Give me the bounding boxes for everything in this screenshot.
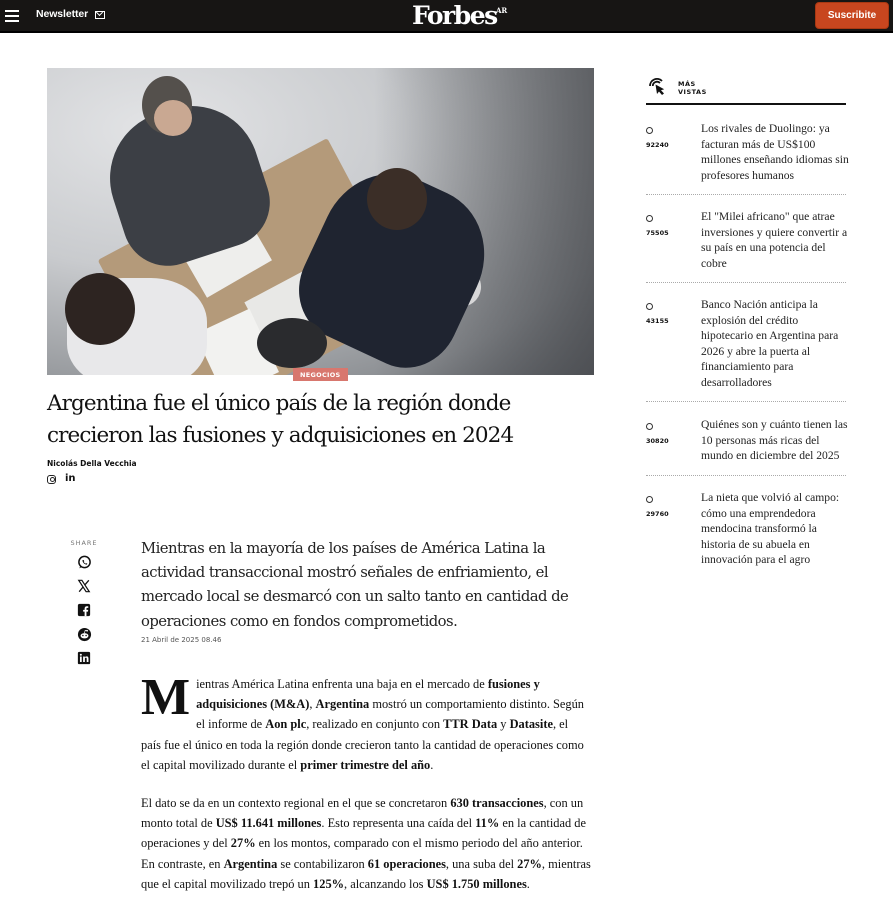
author-name[interactable]: Nicolás Della Vecchia — [47, 459, 137, 468]
whatsapp-icon[interactable] — [76, 554, 92, 570]
item-divider — [646, 475, 846, 476]
item-title[interactable]: Quiénes son y cuánto tienen las 10 personas más ricas del mundo en diciembre del 2025 — [701, 418, 848, 462]
top-navbar — [0, 0, 893, 33]
newsletter-label: Newsletter — [36, 8, 89, 20]
most-viewed-title: MÁS VISTAS — [678, 80, 707, 96]
share-label: SHARE — [70, 539, 98, 547]
item-divider — [646, 194, 846, 195]
item-title[interactable]: La nieta que volvió al campo: cómo una emprendedora mendocina transformó la historia de su abuela en innovación para el agro — [701, 491, 840, 566]
category-badge[interactable]: NEGOCIOS — [293, 368, 348, 381]
view-count: 30820 — [646, 437, 669, 445]
body-paragraph: El dato se da en un contexto regional en el que se concretaron 630 transacciones, con un monto total de US$ 11.641 millones. Esto representa una caída del 11% en la cantidad de operaciones y del 27% en los montos, comparado con el mismo periodo del año anterior. En contraste, en Argentina se contabilizaron 61 operaciones, una suba del 27%, mientras que el capital movilizado trepó un 125%, alcanzando los US$ 1.750 millones. — [141, 796, 591, 891]
touch-click-icon — [646, 75, 668, 101]
x-icon[interactable] — [76, 578, 92, 594]
circle-icon — [646, 303, 653, 310]
section-divider — [646, 103, 846, 105]
logo-edition: AR — [496, 6, 508, 15]
item-title[interactable]: Banco Nación anticipa la explosión del crédito hipotecario en Argentina para 2026 y abre la puerta al financiamiento para desarrolladores — [701, 298, 839, 389]
hamburger-icon[interactable] — [5, 10, 19, 22]
article-lead: Mientras en la mayoría de los países de América Latina la actividad transaccional mostró señales de enfriamiento, el mercado local se desmarcó con un salto tanto en cantidad de operaciones como en fondos comprometidos. — [141, 540, 569, 630]
item-divider — [646, 282, 846, 283]
share-bar — [64, 539, 104, 674]
linkedin-icon[interactable]: in — [65, 473, 76, 484]
item-title[interactable]: El "Milei africano" que atrae inversiones y quiere convertir a su país en una potencia del cobre — [701, 210, 848, 270]
subscribe-button[interactable]: Suscribite — [815, 2, 889, 29]
circle-icon — [646, 215, 653, 222]
facebook-icon[interactable] — [76, 602, 92, 618]
view-count: 43155 — [646, 317, 669, 325]
most-viewed-sidebar — [646, 73, 849, 566]
article-title: Argentina fue el único país de la región donde crecieron las fusiones y adquisiciones en 2024 — [47, 391, 514, 448]
instagram-icon[interactable] — [47, 475, 56, 484]
author-social-links — [47, 474, 76, 484]
item-title[interactable]: Los rivales de Duolingo: ya facturan más de US$100 millones enseñando idiomas sin profesores humanos — [701, 122, 849, 182]
body-paragraph: Mientras América Latina enfrenta una baja en el mercado de fusiones y adquisiciones (M&A), Argentina mostró un comportamiento distinto. Según el informe de Aon plc, realizado en conjunto con TTR Data y Datasite, el país fue el único en toda la región donde crecieron tanto la cantidad de operaciones como el capital movilizado durante el primer trimestre del año. — [141, 669, 585, 772]
most-viewed-header — [646, 73, 846, 103]
view-count: 29760 — [646, 510, 669, 518]
drop-cap: M — [141, 669, 191, 726]
newsletter-link[interactable] — [36, 8, 105, 20]
reddit-icon[interactable] — [76, 626, 92, 642]
article-body — [141, 669, 591, 912]
view-count: 75505 — [646, 229, 669, 237]
linkedin-icon[interactable] — [76, 650, 92, 666]
mail-icon — [95, 11, 105, 19]
forbes-logo[interactable]: Forbes — [412, 1, 497, 30]
circle-icon — [646, 496, 653, 503]
publish-date: 21 Abril de 2025 08.46 — [141, 636, 222, 644]
view-count: 92240 — [646, 141, 669, 149]
hero-image — [47, 68, 594, 375]
item-divider — [646, 401, 846, 402]
circle-icon — [646, 127, 653, 134]
circle-icon — [646, 423, 653, 430]
